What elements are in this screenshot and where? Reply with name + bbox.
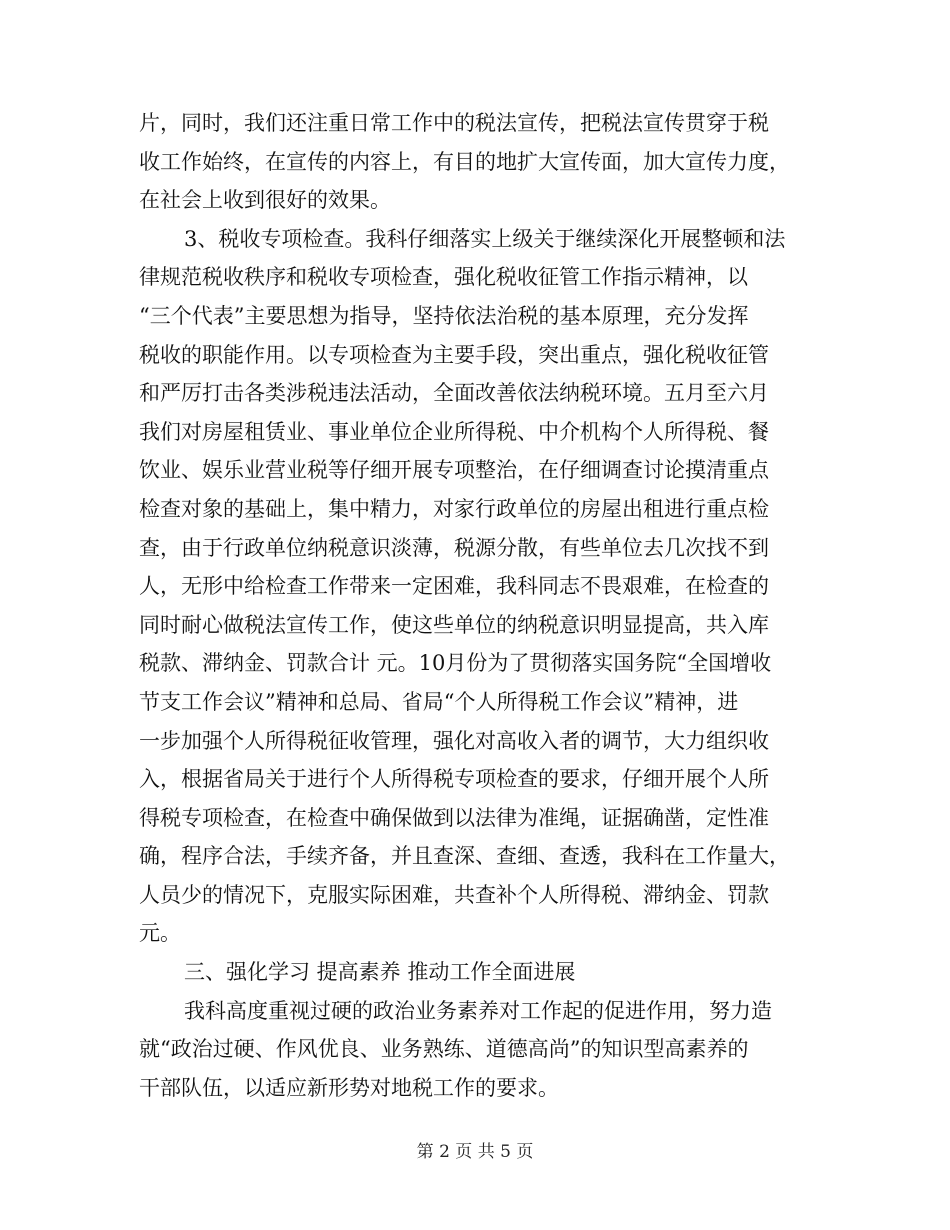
body-line: 一步加强个人所得税征收管理，强化对高收入者的调节，大力组织收: [139, 728, 769, 753]
body-line: 律规范税收秩序和税收专项检查，强化税收征管工作指示精神，以: [139, 265, 748, 290]
body-line: 在社会上收到很好的效果。: [139, 188, 391, 213]
body-line: 收工作始终，在宣传的内容上，有目的地扩大宣传面，加大宣传力度，: [139, 149, 790, 174]
body-line: 节支工作会议”精神和总局、省局“个人所得税工作会议”精神，进: [139, 689, 739, 714]
body-line: 片，同时，我们还注重日常工作中的税法宣传，把税法宣传贯穿于税: [139, 111, 769, 135]
body-line: 检查对象的基础上，集中精力，对家行政单位的房屋出租进行重点检: [139, 496, 769, 521]
body-line: 我科高度重视过硬的政治业务素养对工作起的促进作用，努力造: [184, 998, 772, 1023]
body-line: 确，程序合法，手续齐备，并且查深、查细、查透，我科在工作量大，: [139, 844, 790, 869]
body-line: 人员少的情况下，克服实际困难，共查补个人所得税、滞纳金、罚款: [139, 882, 769, 907]
body-line: 查，由于行政单位纳税意识淡薄，税源分散，有些单位去几次找不到: [139, 535, 769, 560]
body-line: 入，根据省局关于进行个人所得税专项检查的要求，仔细开展个人所: [139, 767, 769, 792]
body-line: 税收的职能作用。以专项检查为主要手段，突出重点，强化税收征管: [139, 342, 769, 367]
body-line: 税款、滞纳金、罚款合计 元。10月份为了贯彻落实国务院“全国增收: [139, 651, 772, 676]
body-line: 和严厉打击各类涉税违法活动，全面改善依法纳税环境。五月至六月: [139, 381, 769, 406]
page-number: 第 2 页 共 5 页: [416, 1142, 534, 1162]
body-line: “三个代表”主要思想为指导，坚持依法治税的基本原理，充分发挥: [139, 303, 749, 328]
body-line: 人，无形中给检查工作带来一定困难，我科同志不畏艰难，在检查的: [139, 574, 769, 599]
body-line: 3、税收专项检查。我科仔细落实上级关于继续深化开展整顿和法: [184, 226, 786, 251]
body-line: 三、强化学习 提高素养 推动工作全面进展: [184, 960, 576, 985]
body-line: 干部队伍，以适应新形势对地税工作的要求。: [139, 1075, 559, 1100]
body-line: 饮业、娱乐业营业税等仔细开展专项整治，在仔细调查讨论摸清重点: [139, 458, 769, 483]
body-line: 元。: [139, 921, 181, 946]
document-body: [139, 104, 811, 1107]
body-line: 同时耐心做税法宣传工作，使这些单位的纳税意识明显提高，共入库: [139, 612, 769, 637]
body-line: 就“政治过硬、作风优良、业务熟练、道德高尚”的知识型高素养的: [139, 1037, 749, 1062]
body-line: 得税专项检查，在检查中确保做到以法律为准绳，证据确凿，定性准: [139, 805, 769, 830]
body-line: 我们对房屋租赁业、事业单位企业所得税、中介机构个人所得税、餐: [139, 419, 769, 444]
